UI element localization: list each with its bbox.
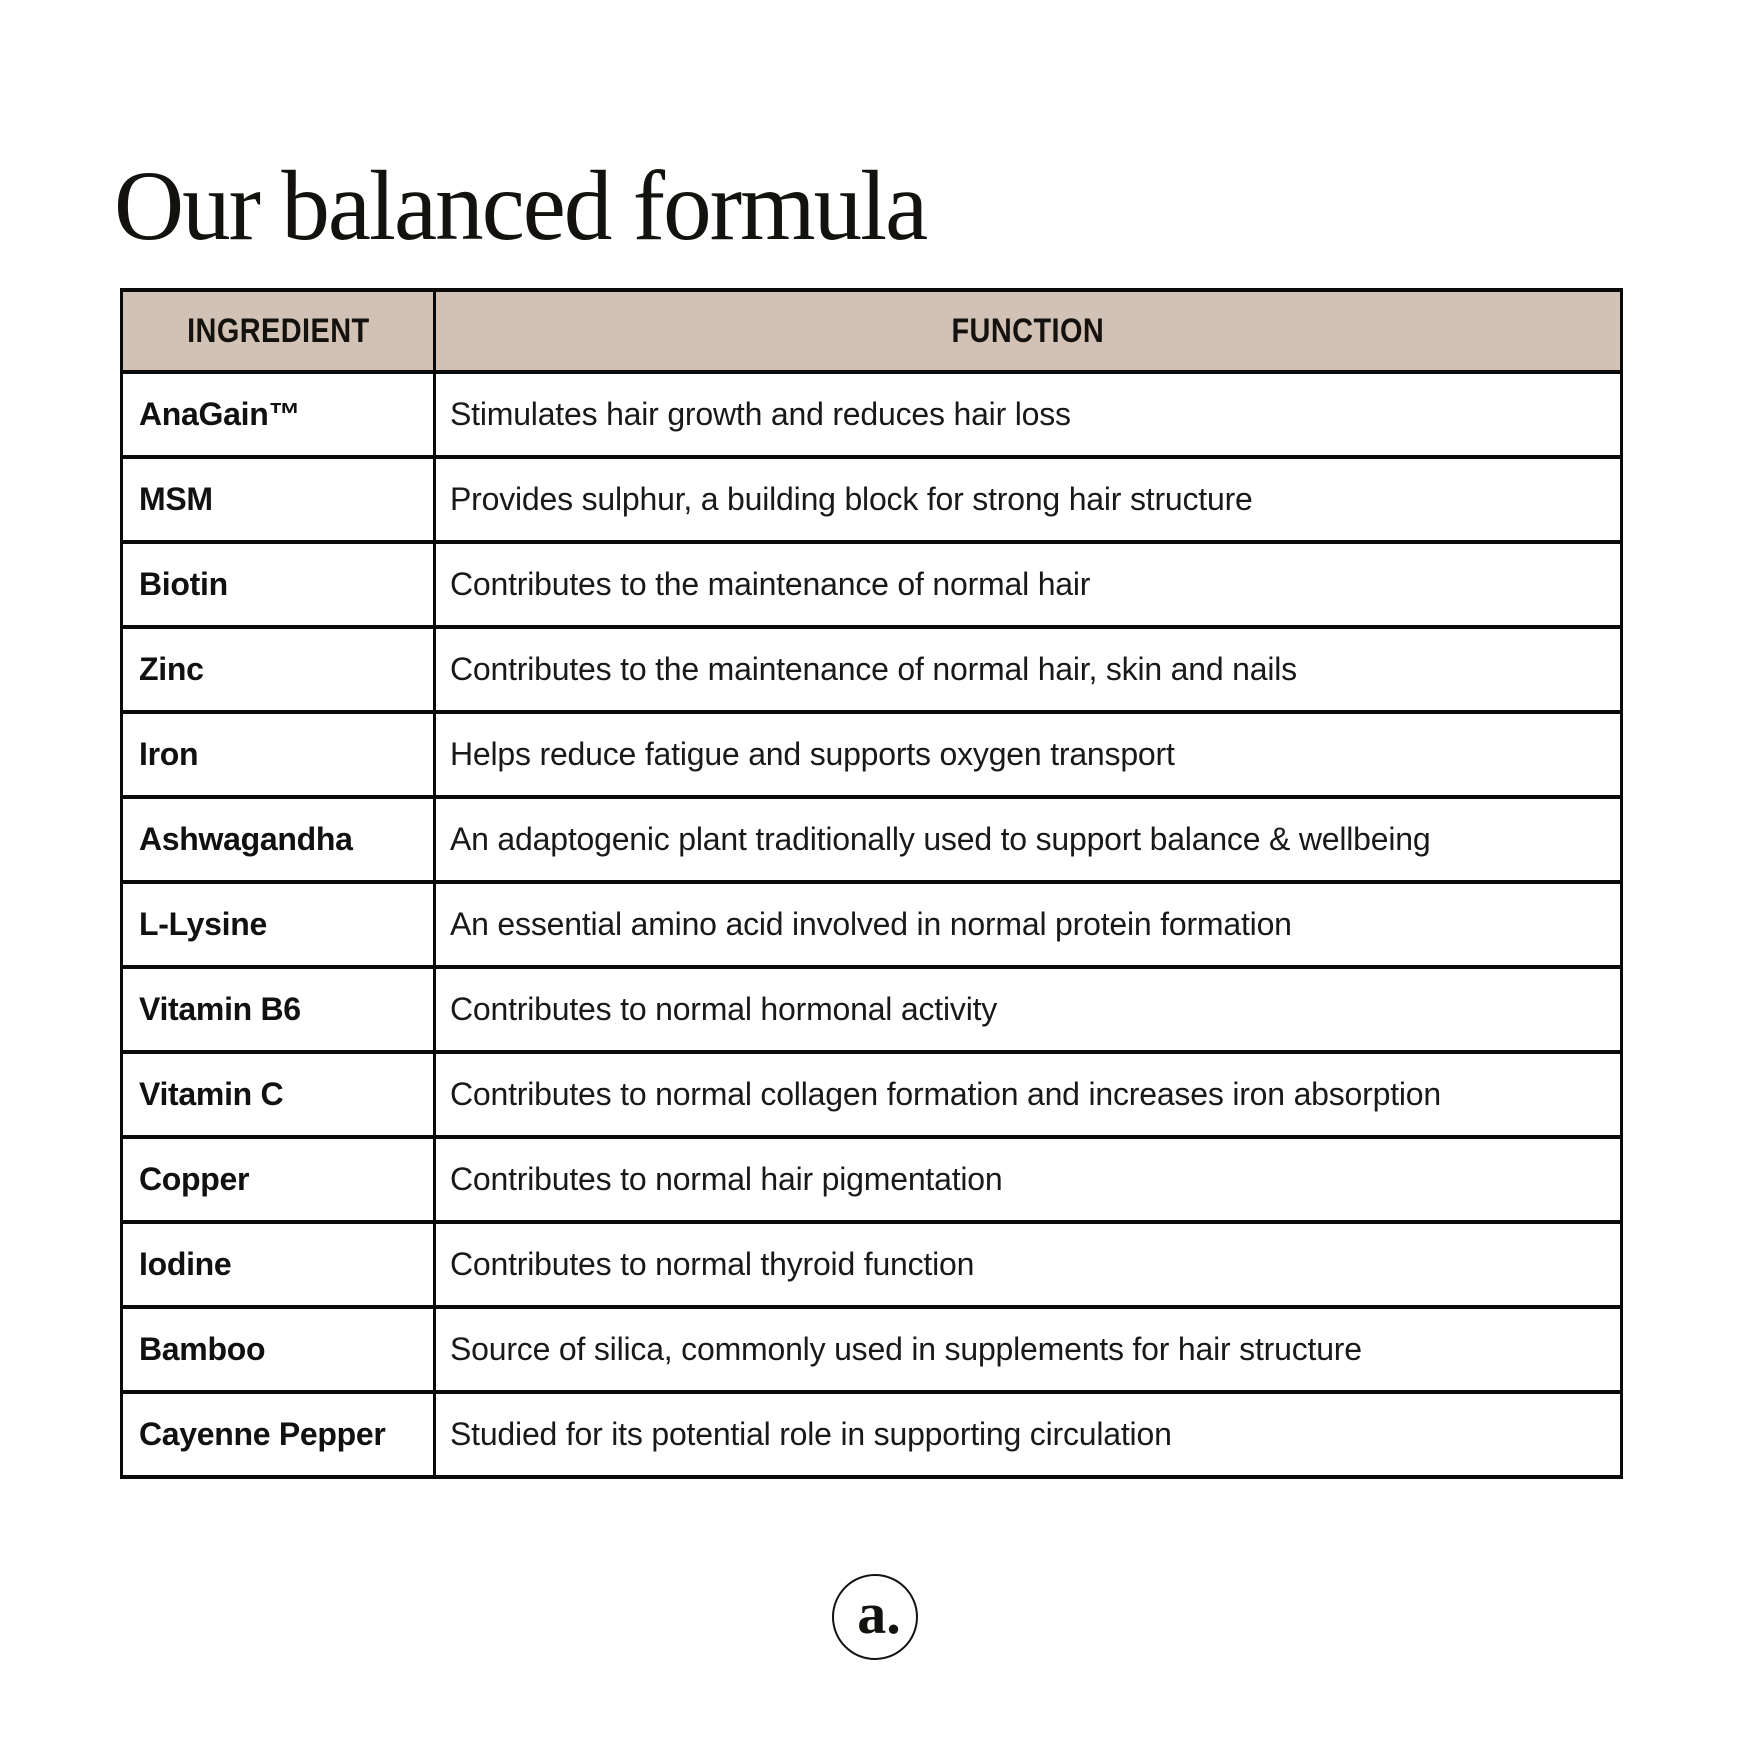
table-header-row xyxy=(122,290,1622,372)
function-cell: An adaptogenic plant traditionally used to support balance & wellbeing xyxy=(435,797,1622,882)
table-row xyxy=(122,627,1622,712)
ingredient-cell: Biotin xyxy=(122,542,435,627)
ingredient-cell: AnaGain™ xyxy=(122,372,435,457)
ingredient-cell: Bamboo xyxy=(122,1307,435,1392)
function-cell: Contributes to normal thyroid function xyxy=(435,1222,1622,1307)
ingredients-table xyxy=(120,288,1623,1479)
function-cell: Contributes to normal collagen formation and increases iron absorption xyxy=(435,1052,1622,1137)
brand-logo-letter: a. xyxy=(857,1581,901,1646)
function-cell: Stimulates hair growth and reduces hair loss xyxy=(435,372,1622,457)
function-cell: Contributes to the maintenance of normal hair, skin and nails xyxy=(435,627,1622,712)
function-cell: Source of silica, commonly used in supplements for hair structure xyxy=(435,1307,1622,1392)
function-cell: Contributes to normal hormonal activity xyxy=(435,967,1622,1052)
ingredient-cell: Ashwagandha xyxy=(122,797,435,882)
ingredient-cell: Cayenne Pepper xyxy=(122,1392,435,1477)
ingredient-cell: Iodine xyxy=(122,1222,435,1307)
function-column-header xyxy=(435,290,1622,372)
table-row xyxy=(122,1222,1622,1307)
table-row xyxy=(122,457,1622,542)
ingredient-cell: Copper xyxy=(122,1137,435,1222)
page-title: Our balanced formula xyxy=(114,150,927,261)
ingredient-cell: Vitamin B6 xyxy=(122,967,435,1052)
ingredient-cell: MSM xyxy=(122,457,435,542)
ingredient-cell: Zinc xyxy=(122,627,435,712)
function-cell: Helps reduce fatigue and supports oxygen transport xyxy=(435,712,1622,797)
function-cell: Studied for its potential role in supporting circulation xyxy=(435,1392,1622,1477)
ingredient-cell: Iron xyxy=(122,712,435,797)
function-column-header-label: FUNCTION xyxy=(951,311,1105,350)
table-row xyxy=(122,882,1622,967)
function-cell: An essential amino acid involved in normal protein formation xyxy=(435,882,1622,967)
table-row xyxy=(122,1052,1622,1137)
table-row xyxy=(122,1392,1622,1477)
function-cell: Contributes to the maintenance of normal hair xyxy=(435,542,1622,627)
ingredient-cell: Vitamin C xyxy=(122,1052,435,1137)
table-row xyxy=(122,712,1622,797)
table-row xyxy=(122,1137,1622,1222)
brand-logo xyxy=(832,1574,918,1660)
ingredient-cell: L-Lysine xyxy=(122,882,435,967)
table-row xyxy=(122,967,1622,1052)
table-row xyxy=(122,797,1622,882)
table-row xyxy=(122,372,1622,457)
function-cell: Provides sulphur, a building block for strong hair structure xyxy=(435,457,1622,542)
table-row xyxy=(122,1307,1622,1392)
ingredient-column-header-label: INGREDIENT xyxy=(186,311,370,350)
ingredient-column-header xyxy=(122,290,435,372)
function-cell: Contributes to normal hair pigmentation xyxy=(435,1137,1622,1222)
table-row xyxy=(122,542,1622,627)
